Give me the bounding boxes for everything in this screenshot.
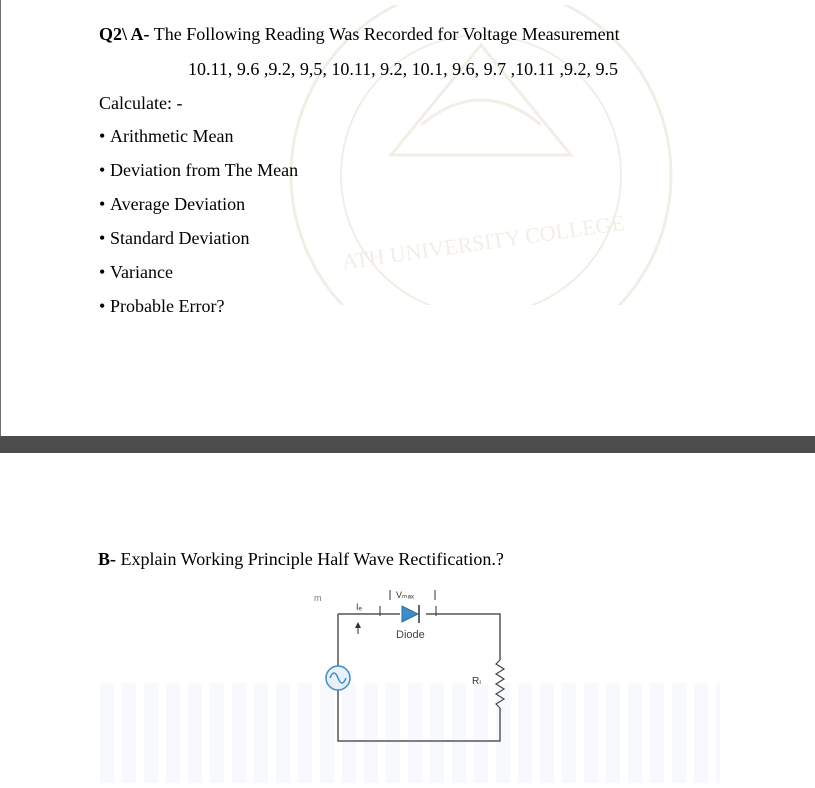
calculation-list xyxy=(99,126,298,330)
current-label: Iₑ xyxy=(356,602,362,612)
list-item: • Standard Deviation xyxy=(99,228,250,248)
voltage-readings: 10.11, 9.6 ,9.2, 9,5, 10.11, 9.2, 10.1, 9.6, 9.7 ,10.11 ,9.2, 9.5 xyxy=(188,59,618,79)
page-separator xyxy=(0,436,815,453)
question-a-prefix: Q2\ A- xyxy=(99,24,150,44)
background-artifact xyxy=(100,683,720,783)
university-seal-watermark xyxy=(271,5,691,305)
list-item: • Average Deviation xyxy=(99,194,246,214)
question-b-title xyxy=(98,549,504,570)
diode-icon xyxy=(402,605,419,623)
vmax-label: Vₘₐₓ xyxy=(396,590,414,600)
list-item: • Arithmetic Mean xyxy=(99,126,234,146)
question-a-title xyxy=(99,24,620,45)
source-label: m xyxy=(314,593,322,603)
list-item: • Probable Error? xyxy=(99,296,225,316)
question-b-text: Explain Working Principle Half Wave Rectification.? xyxy=(120,549,504,569)
question-a-text: The Following Reading Was Recorded for Voltage Measurement xyxy=(153,24,620,44)
question-b-prefix: B- xyxy=(98,549,116,569)
list-item: • Deviation from The Mean xyxy=(99,160,299,180)
svg-text:ATH UNIVERSITY COLLEGE: ATH UNIVERSITY COLLEGE xyxy=(340,209,627,275)
diode-label: Diode xyxy=(396,629,425,641)
resistor-label: Rₗ xyxy=(472,676,481,687)
calculate-label: Calculate: - xyxy=(99,93,183,113)
document-page-2 xyxy=(0,453,815,788)
list-item: • Variance xyxy=(99,262,173,282)
